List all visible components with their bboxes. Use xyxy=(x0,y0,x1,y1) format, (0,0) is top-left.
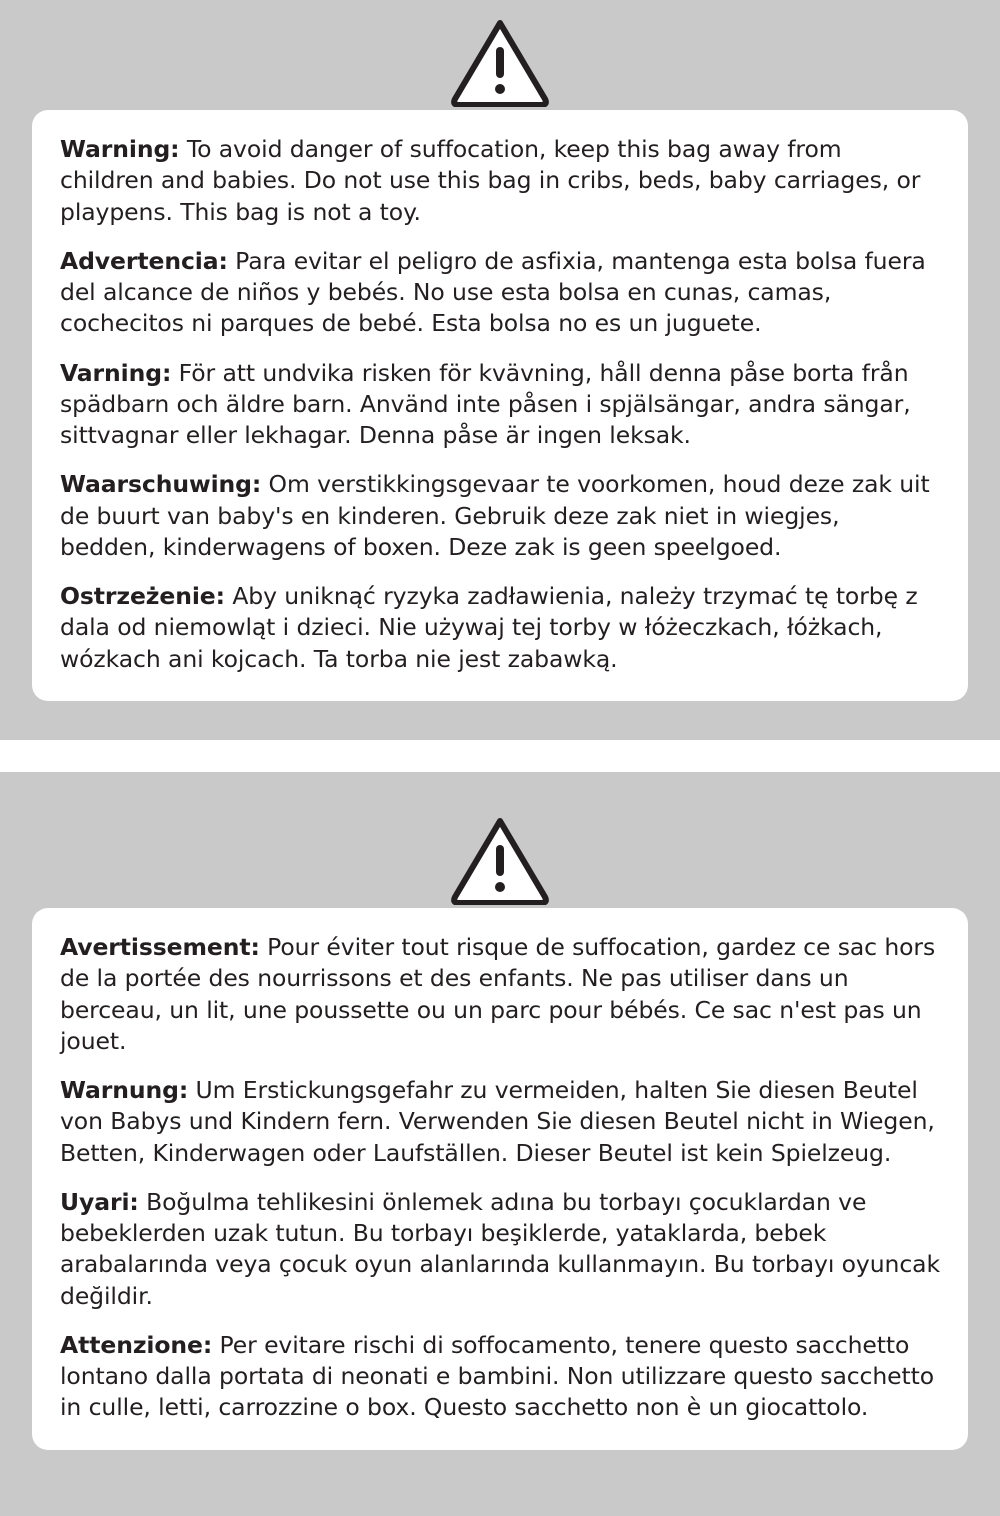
warning-card-1 xyxy=(32,110,968,701)
warning-text: Boğulma tehlikesini önlemek adına bu torbayı çocuklardan ve bebeklerden uzak tutun. Bu torbayı beşiklerde, yataklarda, bebek arabalarında veya çocuk oyun alanlarında kullanmayın. Bu torbayı oyuncak değildir. xyxy=(60,1187,940,1310)
warning-paragraph xyxy=(60,469,940,563)
warning-text: To avoid danger of suffocation, keep this bag away from children and babies. Do not use this bag in cribs, beds, baby carriages, or playpens. This bag is not a toy. xyxy=(60,135,921,226)
warning-label: Uyari: xyxy=(60,1187,139,1216)
warning-text: Pour éviter tout risque de suffocation, gardez ce sac hors de la portée des nourrissons et des enfants. Ne pas utiliser dans un berceau, un lit, une poussette ou un parc pour bébés. Ce sac n'est pas un jouet. xyxy=(60,933,936,1055)
warning-text: För att undvika risken för kvävning, håll denna påse borta från spädbarn och äldre barn. Använd inte påsen i spjälsängar, andra sängar, sittvagnar eller lekhagar. Denna påse är ingen leksak. xyxy=(60,358,911,449)
warning-label: Advertencia: xyxy=(60,246,228,275)
warning-text: Om verstikkingsgevaar te voorkomen, houd deze zak uit de buurt van baby's en kinderen. Gebruik deze zak niet in wiegjes, bedden, kinderwagens of boxen. Deze zak is geen speelgoed. xyxy=(60,470,930,561)
warning-card-2 xyxy=(32,908,968,1450)
warning-label: Waarschuwing: xyxy=(60,470,262,499)
warning-label: Varning: xyxy=(60,358,172,387)
warning-icon-container-2 xyxy=(0,812,1000,908)
warning-triangle-exclamation-icon xyxy=(450,815,550,905)
warning-label: Avertissement: xyxy=(60,933,260,961)
panel-divider xyxy=(0,740,1000,772)
warning-paragraph xyxy=(60,581,940,675)
warning-paragraph xyxy=(60,246,940,340)
warning-text: Per evitare rischi di soffocamento, tenere questo sacchetto lontano dalla portata di neonati e bambini. Non utilizzare questo sacchetto in culle, letti, carrozzine o box. Questo sacchetto non è un giocattolo. xyxy=(60,1330,935,1422)
warning-paragraph xyxy=(60,1330,940,1424)
warning-paragraph xyxy=(60,134,940,228)
warning-label: Warning: xyxy=(60,135,180,163)
warning-panel-2 xyxy=(0,772,1000,1516)
warning-paragraph xyxy=(60,1075,940,1169)
warning-text: Para evitar el peligro de asfixia, mantenga esta bolsa fuera del alcance de niños y bebés. No use esta bolsa en cunas, camas, cochecitos ni parques de bebé. Esta bolsa no es un juguete. xyxy=(60,246,926,338)
warning-text: Um Erstickungsgefahr zu vermeiden, halten Sie diesen Beutel von Babys und Kindern fern. Verwenden Sie diesen Beutel nicht in Wiegen, Betten, Kinderwagen oder Laufställen. Dieser Beutel ist kein Spielzeug. xyxy=(60,1076,935,1167)
warning-paragraph xyxy=(60,1187,940,1312)
warning-triangle-exclamation-icon xyxy=(450,17,550,107)
warning-panel-1 xyxy=(0,0,1000,740)
warning-label: Ostrzeżenie: xyxy=(60,582,225,610)
warning-paragraph xyxy=(60,932,940,1057)
warning-paragraph xyxy=(60,358,940,452)
warning-text: Aby uniknąć ryzyka zadławienia, należy trzymać tę torbę z dala od niemowląt i dzieci. Nie używaj tej torby w łóżeczkach, łóżkach, wózkach ani kojcach. Ta torba nie jest zabawką. xyxy=(60,582,918,673)
warning-icon-container-1 xyxy=(0,14,1000,110)
warning-label: Warnung: xyxy=(60,1076,189,1104)
warning-label: Attenzione: xyxy=(60,1330,213,1359)
